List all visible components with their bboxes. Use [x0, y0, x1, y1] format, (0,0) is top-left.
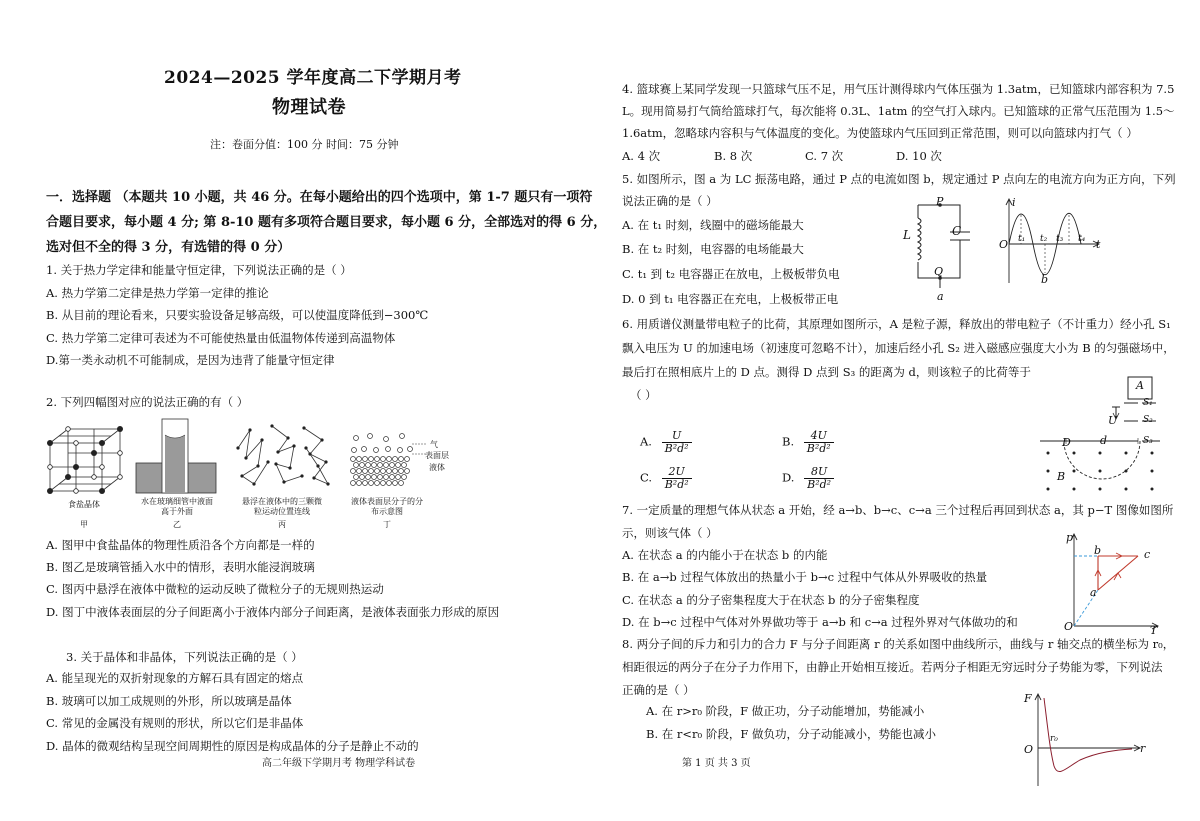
surface-layer-figure: [348, 432, 418, 490]
option-d: D.第一类永动机不可能制成，是因为违背了能量守恒定律: [46, 353, 335, 367]
footer-right: 第 1 页 共 3 页: [682, 758, 751, 769]
option-a: A. 图甲中食盐晶体的物理性质沿各个方向都是一样的: [46, 538, 315, 552]
option-b: B. 从目前的理论看来，只要实验设备足够高级，可以使温度降低到−300℃: [46, 308, 429, 322]
source-a-label: A: [1136, 379, 1144, 392]
axis-f-label: F: [1024, 692, 1032, 705]
option-c: C. 在状态 a 的分子密集程度大于在状态 b 的分子密集程度: [622, 593, 920, 607]
page-title: 2024—2025 学年度高二下学期月考: [164, 68, 462, 88]
liquid-label: 液体: [429, 463, 445, 472]
option-c: C. t₁ 到 t₂ 电容器正在放电，上极板带负电: [622, 267, 840, 281]
capacitor-label: C: [952, 224, 962, 238]
salt-crystal-figure: [46, 425, 126, 495]
page-subtitle: 物理试卷: [272, 97, 346, 118]
t2-label: t₂: [1040, 234, 1048, 244]
t1-label: t₁: [1018, 234, 1026, 244]
gas-label: 气: [430, 440, 438, 449]
capillary-tube-figure: [132, 415, 222, 495]
p-t-graph: [1066, 530, 1162, 630]
option-d: D. 10 次: [896, 149, 942, 163]
option-b: B. 图乙是玻璃管插入水中的情形，表明水能浸润玻璃: [46, 560, 315, 574]
option-b: B. 在 a→b 过程气体放出的热量小于 b→c 过程中气体从外界吸收的热量: [622, 570, 988, 584]
option-b: B. 在 t₂ 时刻，电容器的电场能最大: [622, 242, 804, 256]
voltage-u-label: U: [1108, 414, 1118, 427]
option-c: C. 热力学第二定律可表述为不可能使热量由低温物体传递到高温物体: [46, 331, 396, 345]
origin-label: O: [1064, 620, 1074, 633]
distance-d-label: d: [1100, 434, 1108, 447]
figure-caption: 悬浮在液体中的三颗微粒运动位置连线: [242, 497, 322, 516]
figure-caption: 液体表面层分子的分布示意图: [351, 497, 423, 516]
s3-label: S₃: [1143, 436, 1153, 446]
inductor-label: L: [903, 228, 911, 242]
origin-label: O: [999, 238, 1009, 251]
option-d: D. 图丁中液体表面层的分子间距离小于液体内部分子间距离，是液体表面张力形成的原因: [46, 605, 500, 619]
option-d: D. $\frac{8U}{\text{B²d²}}$: [782, 466, 834, 491]
option-a: A. 热力学第二定律是热力学第一定律的推论: [46, 286, 269, 300]
axis-t-label: T: [1150, 624, 1158, 637]
option-d: D. 晶体的微观结构呈现空间周期性的原因是构成晶体的分子是静止不动的: [46, 739, 419, 753]
option-b: B. $\frac{4U}{\text{B²d²}}$: [782, 430, 834, 455]
axis-p-label: p: [1066, 531, 1074, 544]
r0-label: r₀: [1050, 734, 1058, 744]
axis-i-label: i: [1012, 196, 1016, 209]
option-c: C. $\frac{2U}{\text{B²d²}}$: [640, 466, 692, 491]
option-a: A. 在状态 a 的内能小于在状态 b 的内能: [622, 548, 828, 562]
exam-note: 注：卷面分值：100 分 时间：75 分钟: [210, 138, 399, 151]
option-c: C. 常见的金属没有规则的形状，所以它们是非晶体: [46, 716, 304, 730]
s2-label: S₂: [1143, 415, 1153, 425]
option-c: C. 7 次: [805, 149, 844, 163]
state-a-label: a: [1090, 586, 1097, 599]
figure-tag: 丙: [278, 520, 286, 529]
option-a: A. 在 r>r₀ 阶段，F 做正功，分子动能增加，势能减小: [646, 704, 925, 718]
footer-left: 高二年级下学期月考 物理学科试卷: [262, 758, 416, 769]
option-a: A. 4 次: [622, 149, 661, 163]
figure-a-label: a: [937, 290, 944, 303]
state-c-label: c: [1144, 548, 1151, 561]
question-stem: 3. 关于晶体和非晶体，下列说法正确的是（ ）: [66, 650, 303, 664]
option-b: B. 8 次: [714, 149, 753, 163]
brownian-motion-figure: [232, 418, 332, 490]
axis-r-label: r: [1140, 742, 1146, 755]
surface-layer-label: 表面层: [425, 451, 449, 460]
field-b-label: B: [1057, 470, 1066, 483]
figure-tag: 乙: [173, 520, 181, 529]
t4-label: t₄: [1078, 234, 1086, 244]
force-distance-graph: [1020, 690, 1150, 790]
option-a: A. 能呈现光的双折射现象的方解石具有固定的熔点: [46, 671, 304, 685]
question-stem: 2. 下列四幅图对应的说法正确的有（ ）: [46, 395, 249, 409]
figure-caption: 食盐晶体: [68, 500, 100, 509]
figure-b-label: b: [1041, 273, 1049, 286]
s1-label: S₁: [1143, 398, 1153, 408]
question-stem: 1. 关于热力学定律和能量守恒定律，下列说法正确的是（ ）: [46, 263, 352, 277]
point-p-label: P: [936, 195, 944, 208]
figure-tag: 丁: [383, 520, 391, 529]
option-b: B. 在 r<r₀ 阶段，F 做负功，分子动能减小，势能也减小: [646, 727, 936, 741]
point-q-label: Q: [934, 265, 944, 278]
t3-label: t₃: [1056, 234, 1064, 244]
figure-caption: 水在玻璃细管中液面高于外面: [141, 497, 213, 516]
option-b: B. 玻璃可以加工成规则的外形，所以玻璃是晶体: [46, 694, 292, 708]
point-d-label: D: [1062, 436, 1071, 449]
option-d: D. 在 b→c 过程中气体对外界做功等于 a→b 和 c→a 过程外界对气体做功的和: [622, 615, 1018, 629]
option-d: D. 0 到 t₁ 电容器正在充电，上极板带正电: [622, 292, 839, 306]
state-b-label: b: [1094, 544, 1102, 557]
axis-t-label: t: [1096, 238, 1101, 251]
option-a: A. $\frac{U}{\text{B²d²}}$: [640, 430, 692, 455]
origin-label: O: [1024, 743, 1034, 756]
option-c: C. 图丙中悬浮在液体中微粒的运动反映了微粒分子的无规则热运动: [46, 582, 384, 596]
option-a: A. 在 t₁ 时刻，线圈中的磁场能最大: [622, 218, 804, 232]
figure-tag: 甲: [80, 520, 88, 529]
